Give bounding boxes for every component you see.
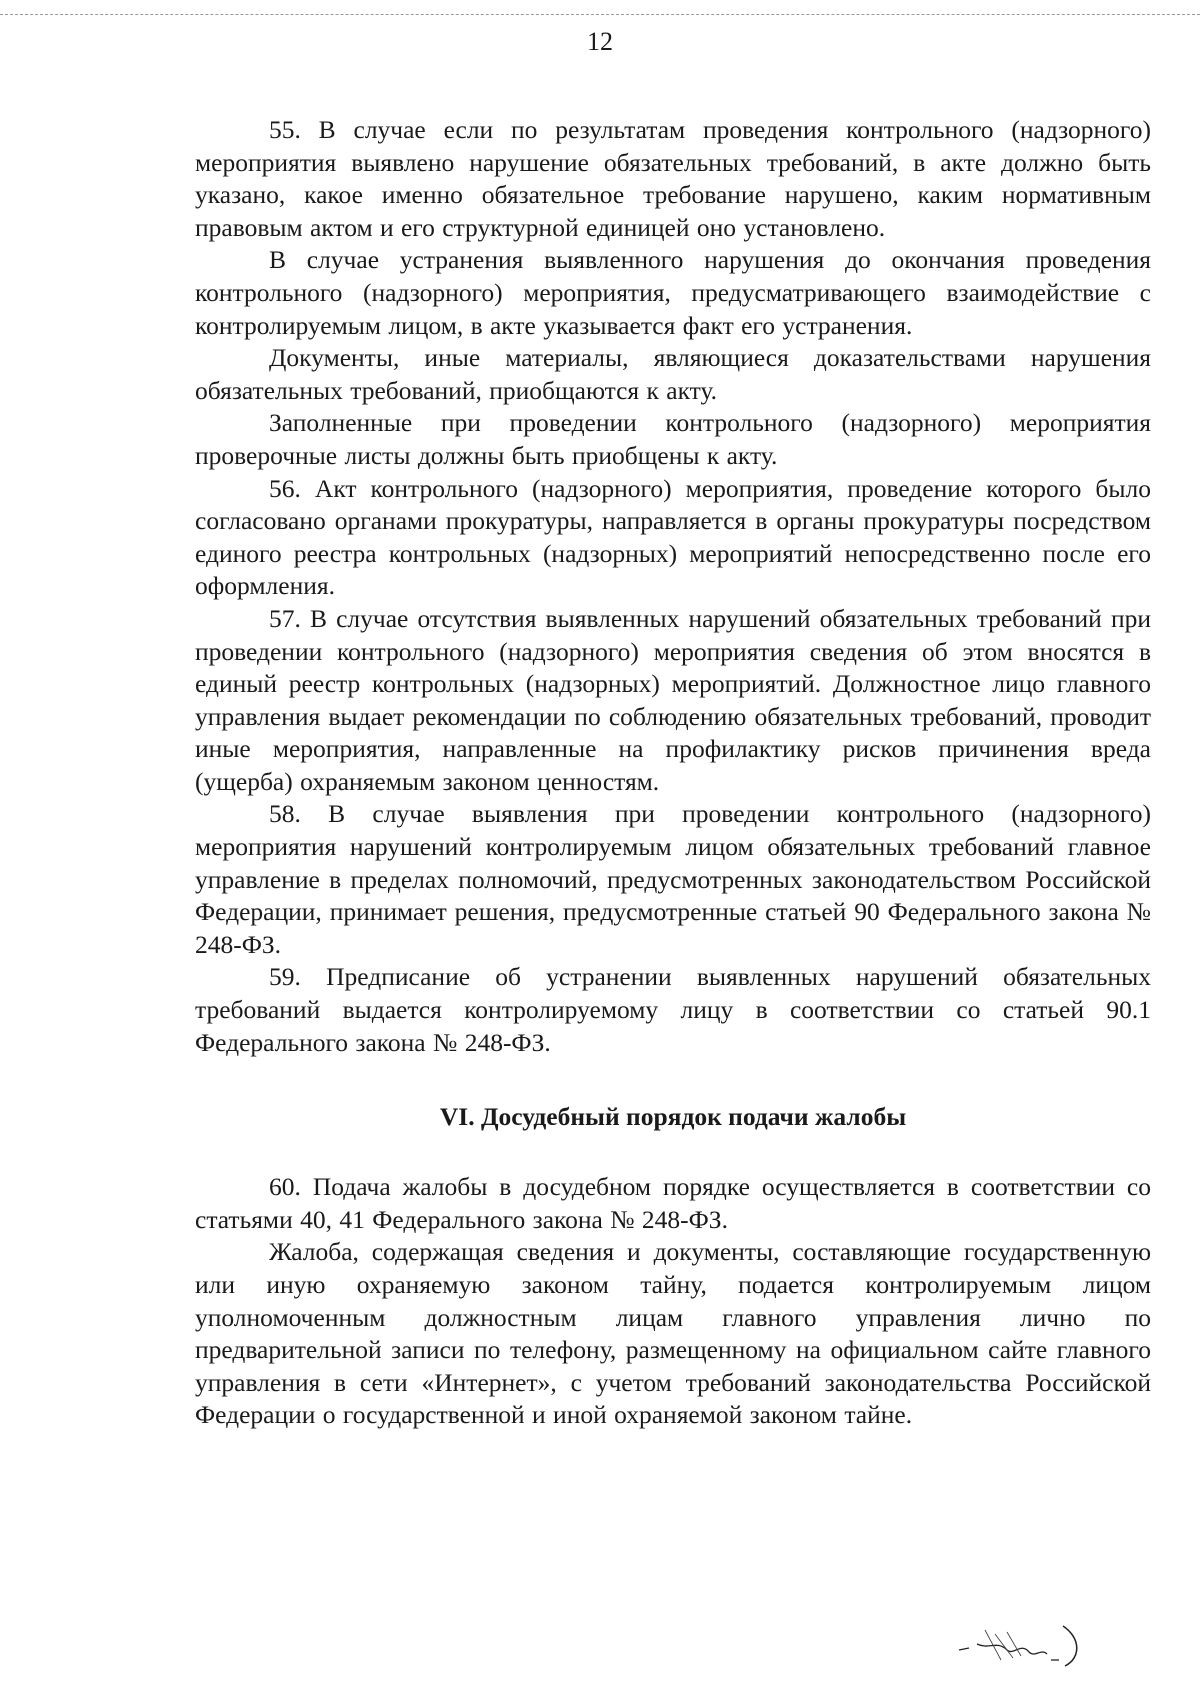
- paragraph-60-complaint: Жалоба, содержащая сведения и документы, составляющие государственную или иную охраняемую законом тайну, подается контролируемым лицом уполномоченным должностным лицам главного управления лично по предварительной записи по телефону, размещенному на официальном сайте главного управления в сети «Интернет», с учетом требований законодательства Российской Федерации о государственной и иной охраняемой законом тайне.: [195, 1237, 1151, 1430]
- section-heading: VI. Досудебный порядок подачи жалобы: [439, 1102, 907, 1132]
- paragraph-58: 58. В случае выявления при проведении контрольного (надзорного) мероприятия нарушений контролируемым лицом обязательных требований главное управление в пределах полномочий, предусмотренных законодательством Российской Федерации, принимает решения, предусмотренные статьей 90 Федерального закона № 248-ФЗ.: [195, 799, 1151, 959]
- handwritten-signature: [955, 1620, 1085, 1668]
- page-number: 12: [587, 27, 613, 56]
- paragraph-55-checklists: Заполненные при проведении контрольного (надзорного) мероприятия проверочные листы должны быть приобщены к акту.: [195, 408, 1151, 470]
- paragraph-59: 59. Предписание об устранении выявленных нарушений обязательных требований выдается контролируемому лицу в соответствии со статьей 90.1 Федерального закона № 248-ФЗ.: [195, 962, 1151, 1057]
- scan-top-edge: [0, 14, 1200, 15]
- paragraph-56: 56. Акт контрольного (надзорного) мероприятия, проведение которого было согласовано органами прокуратуры, направляется в органы прокуратуры посредством единого реестра контрольных (надзорных) мероприятий непосредственно после его оформления.: [195, 473, 1151, 601]
- paragraph-55: 55. В случае если по результатам проведения контрольного (надзорного) мероприятия выявлено нарушение обязательных требований, в акте должно быть указано, какое именно обязательное требование нарушено, каким нормативным правовым актом и его структурной единицей оно установлено.: [195, 115, 1151, 242]
- paragraph-55-evidence: Документы, иные материалы, являющиеся доказательствами нарушения обязательных требований, приобщаются к акту.: [195, 343, 1151, 405]
- paragraph-60: 60. Подача жалобы в досудебном порядке осуществляется в соответствии со статьями 40, 41 Федерального закона № 248-ФЗ.: [195, 1172, 1151, 1234]
- paragraph-57: 57. В случае отсутствия выявленных нарушений обязательных требований при проведении контрольного (надзорного) мероприятия сведения об этом вносятся в единый реестр контрольных (надзорных) мероприятий. Должностное лицо главного управления выдает рекомендации по соблюдению обязательных требований, проводит иные мероприятия, направленные на профилактику рисков причинения вреда (ущерба) охраняемым законом ценностям.: [195, 603, 1151, 796]
- paragraph-55-elimination: В случае устранения выявленного нарушения до окончания проведения контрольного (надзорного) мероприятия, предусматривающего взаимодействие с контролируемым лицом, в акте указывается факт его устранения.: [195, 245, 1151, 340]
- document-body: [195, 114, 1151, 1432]
